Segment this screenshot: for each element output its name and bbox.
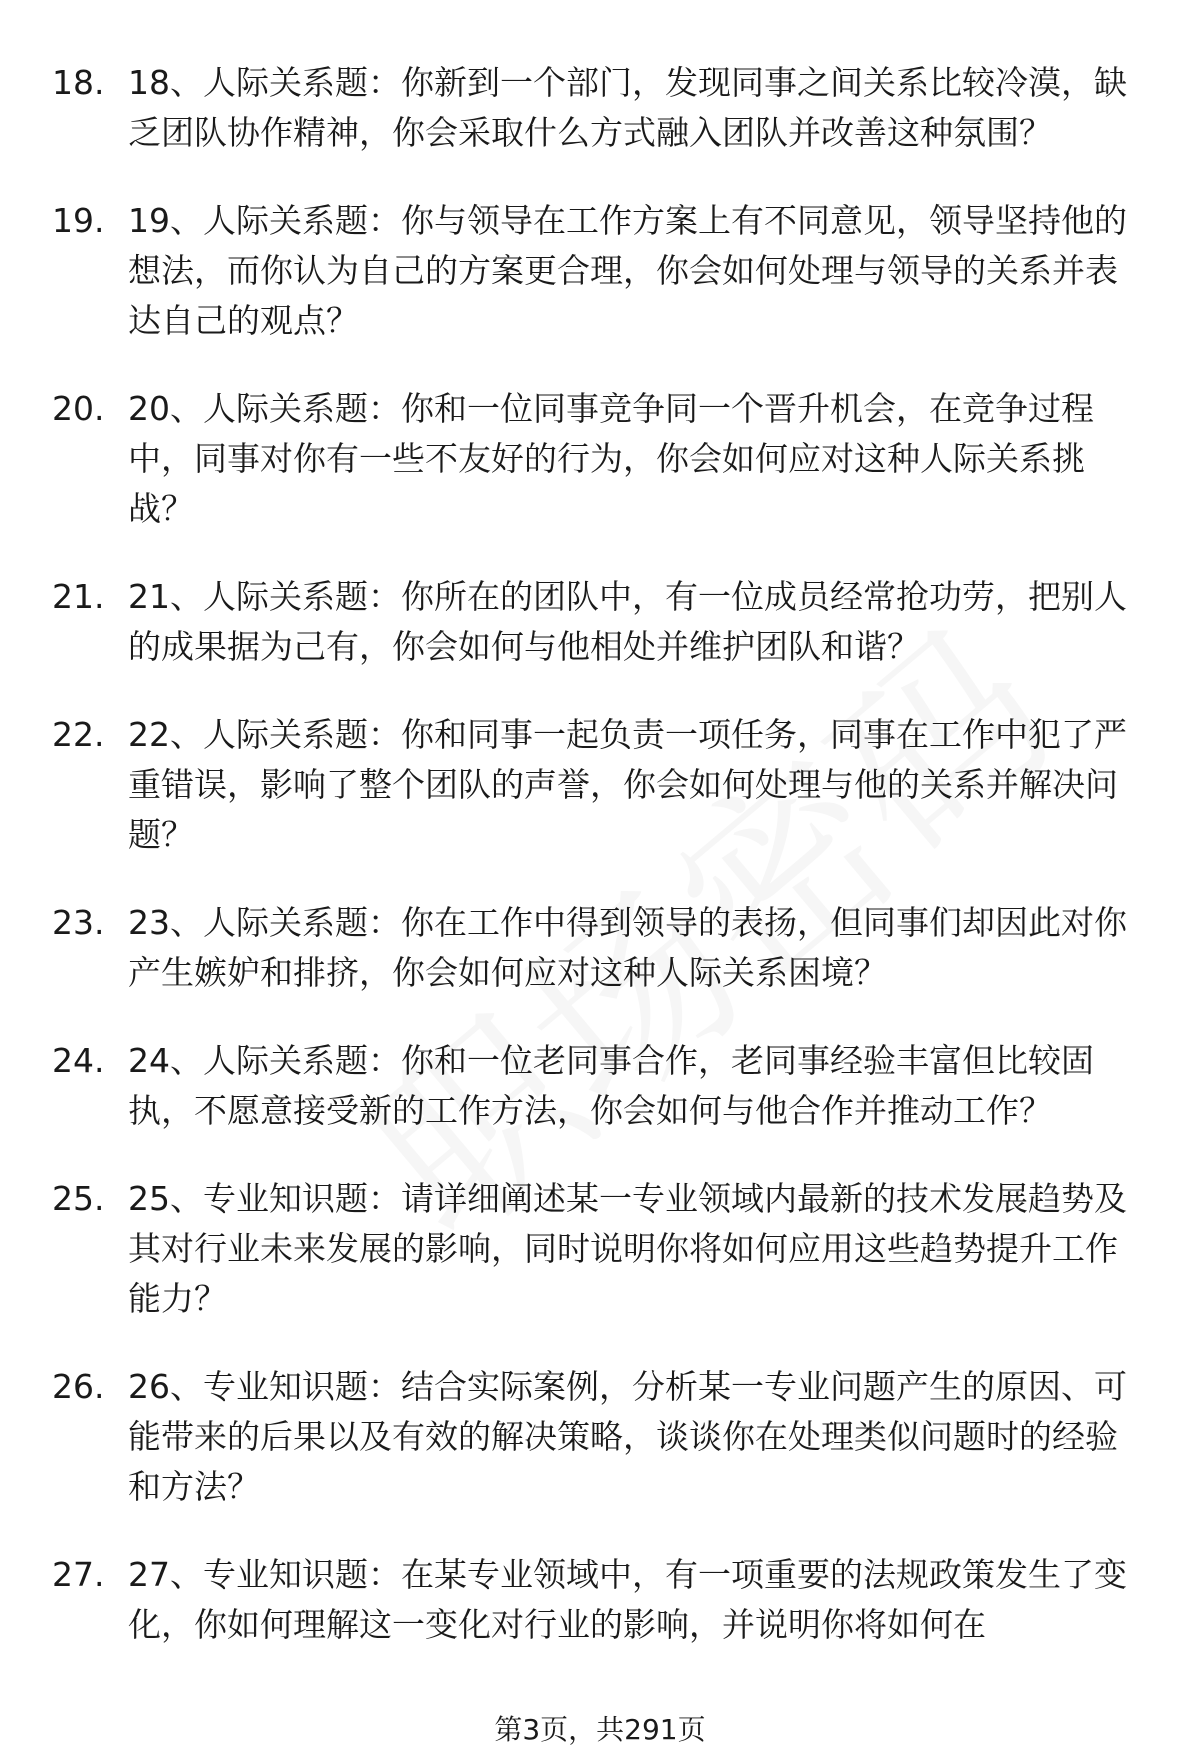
question-text: 20、人际关系题：你和一位同事竞争同一个晋升机会，在竞争过程中，同事对你有一些不友好的行为，你会如何应对这种人际关系挑战？ xyxy=(128,389,1094,528)
question-item xyxy=(0,572,1200,672)
question-number: 25. xyxy=(52,1179,105,1218)
question-item xyxy=(0,196,1200,346)
question-number: 21. xyxy=(52,577,105,616)
question-number: 26. xyxy=(52,1367,105,1406)
question-item xyxy=(0,58,1200,158)
question-text: 22、人际关系题：你和同事一起负责一项任务，同事在工作中犯了严重错误，影响了整个团队的声誉，你会如何处理与他的关系并解决问题？ xyxy=(128,715,1127,854)
question-text: 21、人际关系题：你所在的团队中，有一位成员经常抢功劳，把别人的成果据为己有，你会如何与他相处并维护团队和谐？ xyxy=(128,577,1127,666)
question-item xyxy=(0,384,1200,534)
question-number: 23. xyxy=(52,903,105,942)
question-number: 19. xyxy=(52,201,105,240)
question-text: 23、人际关系题：你在工作中得到领导的表扬，但同事们却因此对你产生嫉妒和排挤，你会如何应对这种人际关系困境？ xyxy=(128,903,1127,992)
question-item xyxy=(0,898,1200,998)
question-text: 18、人际关系题：你新到一个部门，发现同事之间关系比较冷漠，缺乏团队协作精神，你会采取什么方式融入团队并改善这种氛围？ xyxy=(128,63,1127,152)
question-text: 25、专业知识题：请详细阐述某一专业领域内最新的技术发展趋势及其对行业未来发展的影响，同时说明你将如何应用这些趋势提升工作能力？ xyxy=(128,1179,1127,1318)
question-text: 19、人际关系题：你与领导在工作方案上有不同意见，领导坚持他的想法，而你认为自己的方案更合理，你会如何处理与领导的关系并表达自己的观点？ xyxy=(128,201,1127,340)
question-item xyxy=(0,1550,1200,1650)
question-text: 27、专业知识题：在某专业领域中，有一项重要的法规政策发生了变化，你如何理解这一变化对行业的影响，并说明你将如何在 xyxy=(128,1555,1127,1644)
question-number: 20. xyxy=(52,389,105,428)
page-footer xyxy=(0,1712,1200,1748)
question-list xyxy=(0,58,1200,1688)
question-number: 18. xyxy=(52,63,105,102)
question-item xyxy=(0,710,1200,860)
question-number: 24. xyxy=(52,1041,105,1080)
question-text: 26、专业知识题：结合实际案例，分析某一专业问题产生的原因、可能带来的后果以及有效的解决策略，谈谈你在处理类似问题时的经验和方法？ xyxy=(128,1367,1127,1506)
question-item xyxy=(0,1362,1200,1512)
page-number-label: 第3页，共291页 xyxy=(494,1713,706,1746)
question-item xyxy=(0,1174,1200,1324)
question-number: 22. xyxy=(52,715,105,754)
question-item xyxy=(0,1036,1200,1136)
question-text: 24、人际关系题：你和一位老同事合作，老同事经验丰富但比较固执，不愿意接受新的工作方法，你会如何与他合作并推动工作？ xyxy=(128,1041,1094,1130)
question-number: 27. xyxy=(52,1555,105,1594)
